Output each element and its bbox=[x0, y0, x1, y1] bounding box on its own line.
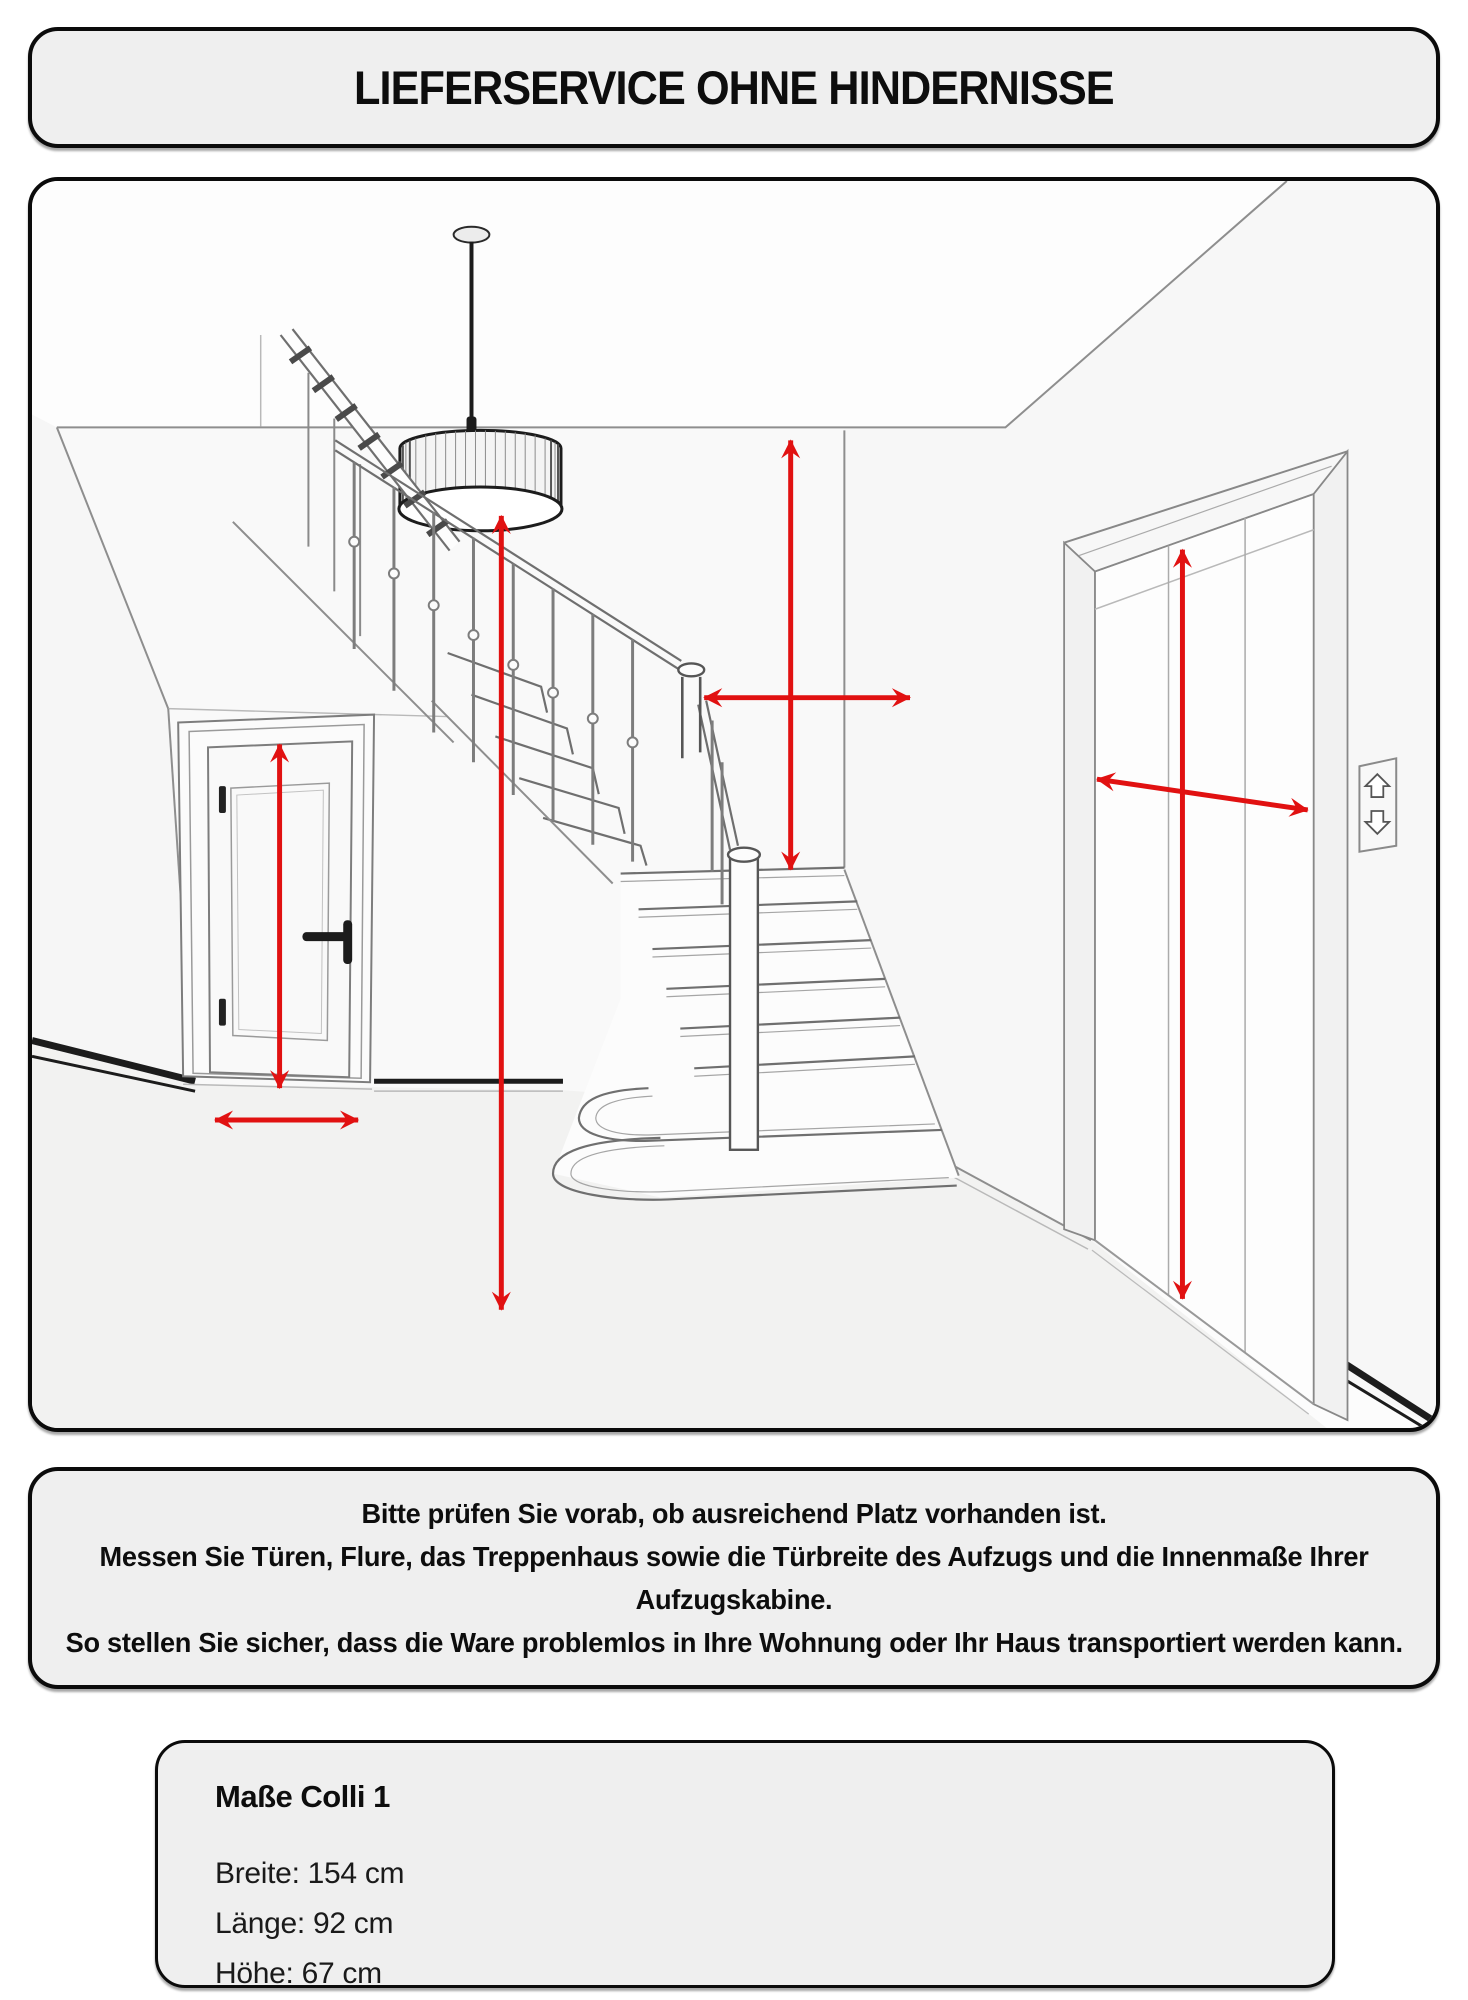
dimension-line-breite: Breite: 154 cm bbox=[215, 1857, 405, 1890]
newel-post-bottom bbox=[728, 848, 760, 1150]
illustration-panel bbox=[28, 177, 1440, 1432]
dimension-line-laenge: Länge: 92 cm bbox=[215, 1907, 394, 1940]
dimension-line-hoehe: Höhe: 67 cm bbox=[215, 1957, 382, 1990]
colli-title: Maße Colli 1 bbox=[215, 1779, 390, 1814]
header-banner bbox=[28, 27, 1440, 148]
door-hinge-icon bbox=[219, 999, 226, 1026]
elevator-call-panel bbox=[1359, 758, 1396, 851]
colli-box bbox=[155, 1740, 1335, 1988]
door-hinge-icon bbox=[219, 786, 226, 813]
info-line: Messen Sie Türen, Flure, das Treppenhaus sowie die Türbreite des Aufzugs und die Innenmaße Ihrer Aufzugskabine. bbox=[99, 1541, 1369, 1615]
info-line: So stellen Sie sicher, dass die Ware problemlos in Ihre Wohnung oder Ihr Haus transportiert werden kann. bbox=[65, 1627, 1403, 1658]
info-box bbox=[28, 1467, 1440, 1689]
entry-door bbox=[178, 715, 374, 1090]
hallway-illustration bbox=[32, 181, 1436, 1428]
info-line: Bitte prüfen Sie vorab, ob ausreichend Platz vorhanden ist. bbox=[361, 1498, 1107, 1529]
page-title: LIEFERSERVICE OHNE HINDERNISSE bbox=[354, 61, 1114, 114]
